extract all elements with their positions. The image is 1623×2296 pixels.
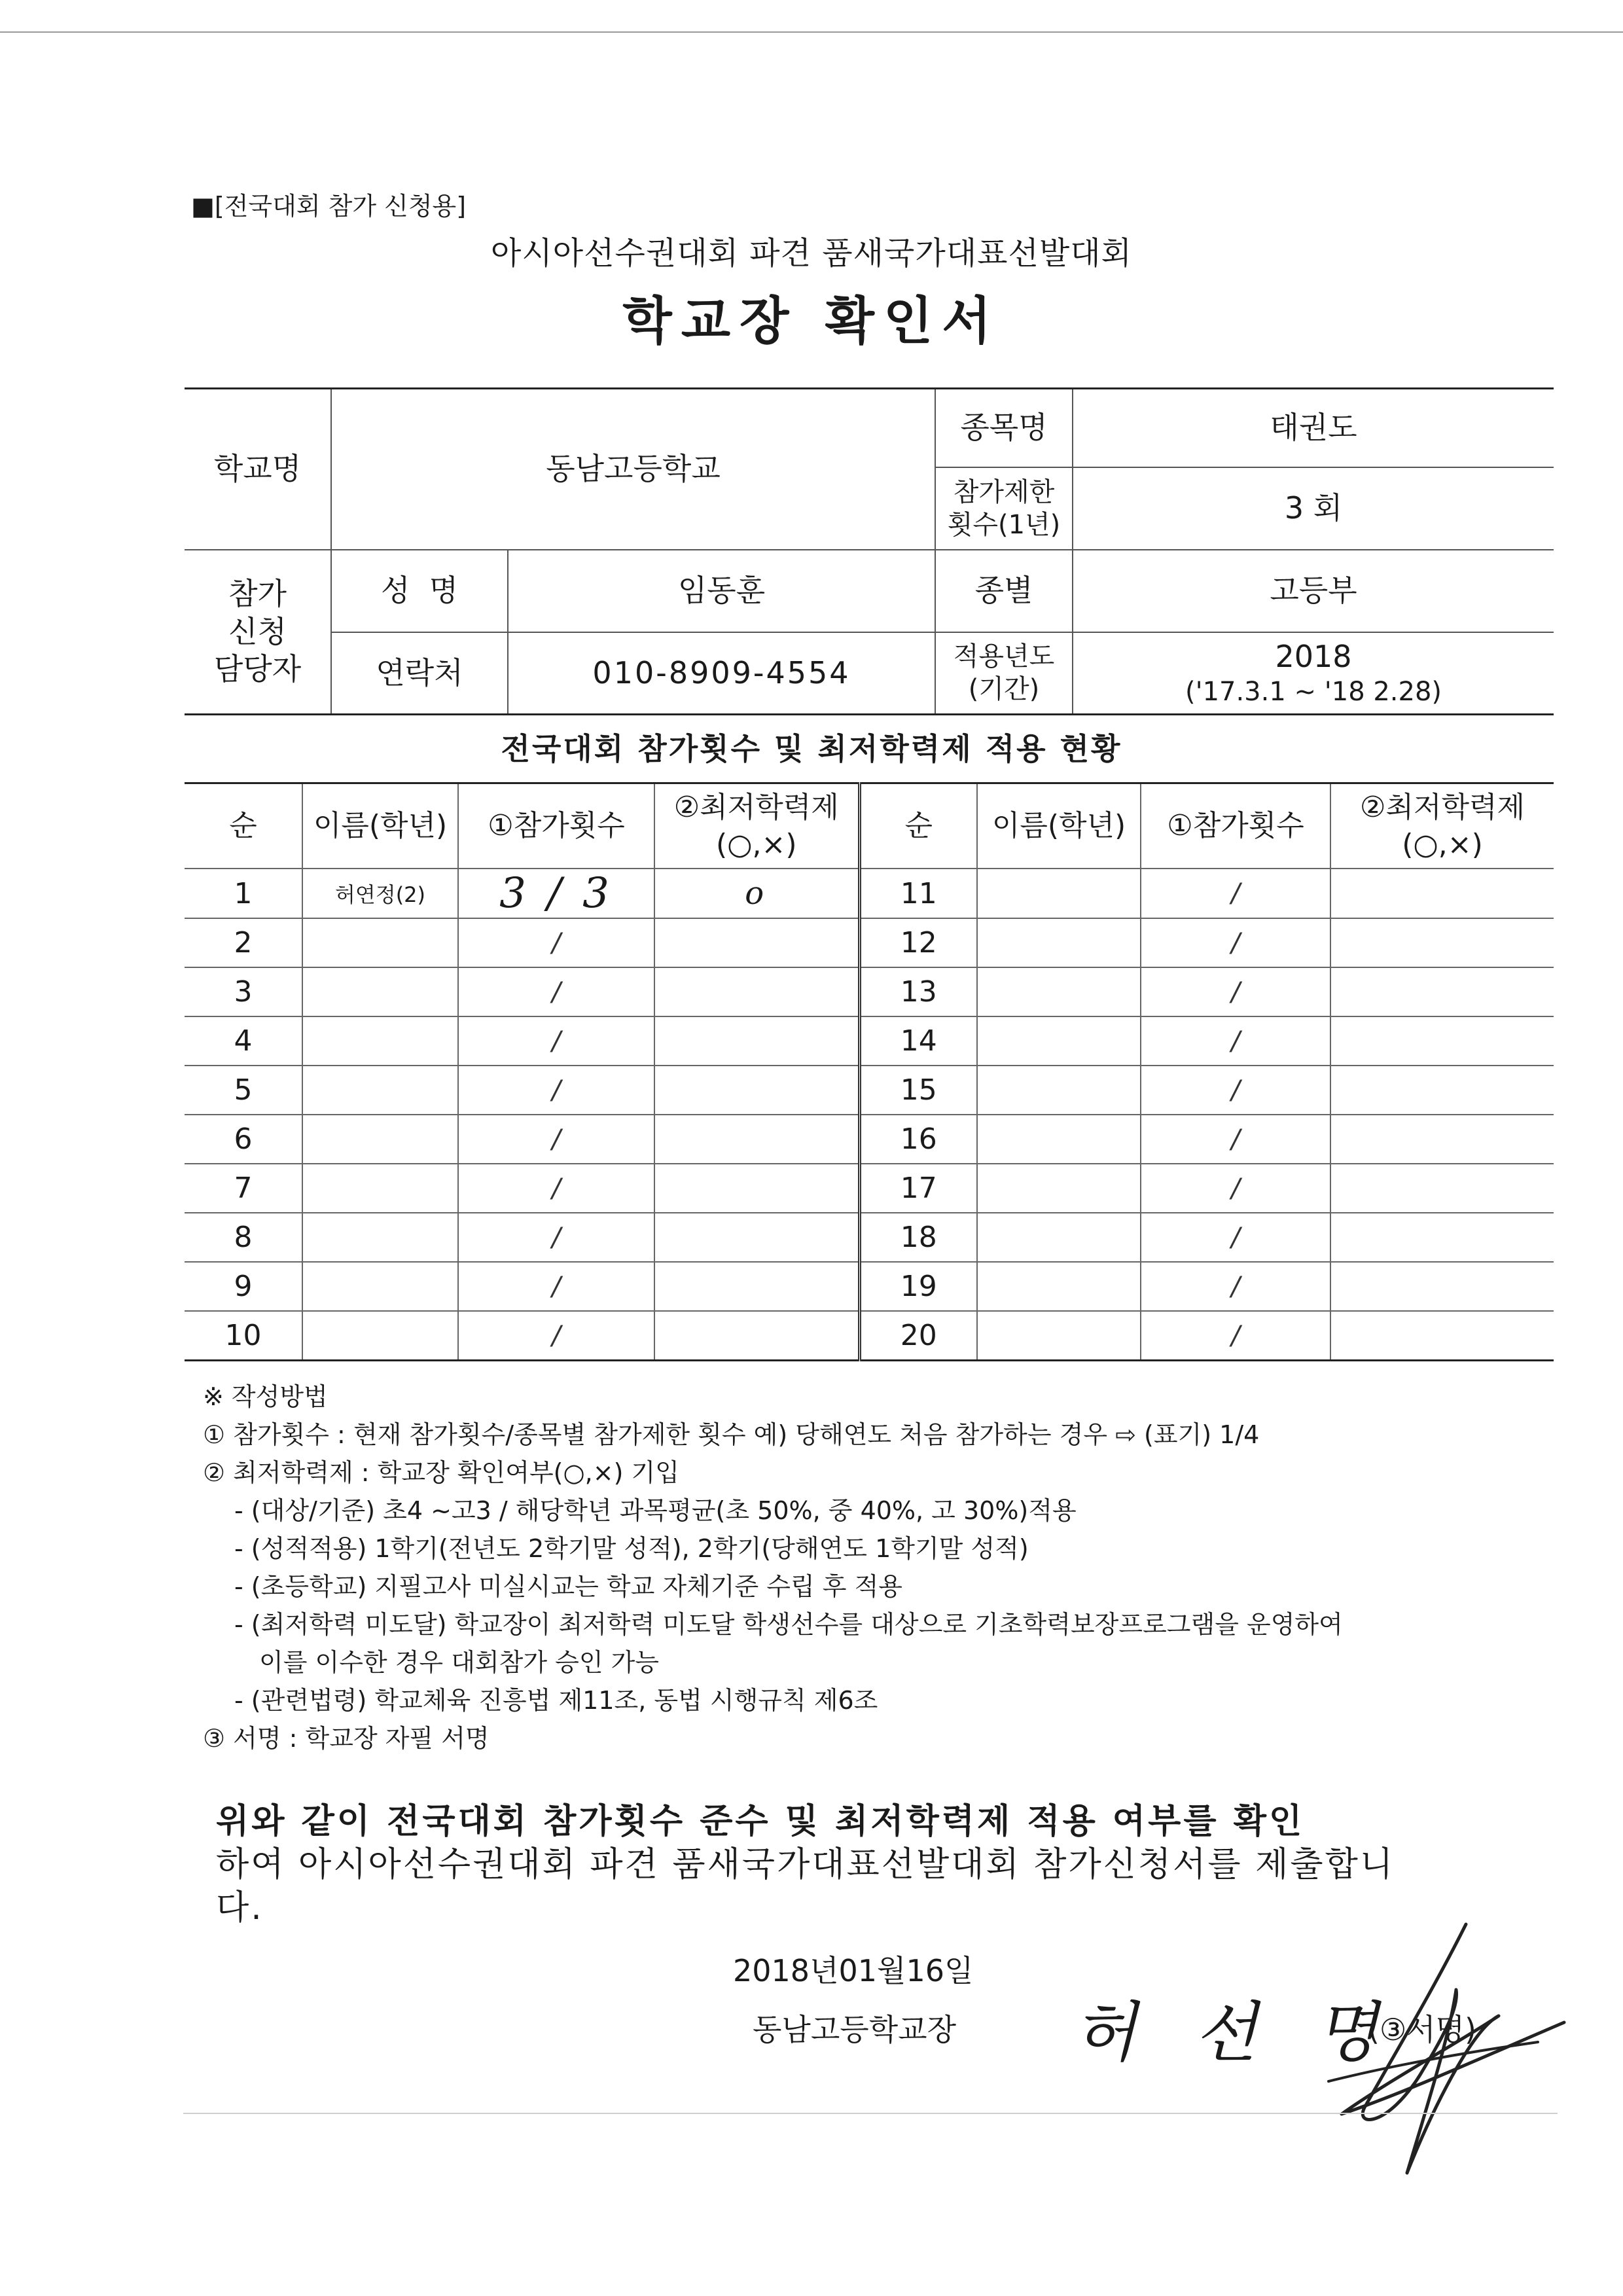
confirmation-line: 위와 같이 전국대회 참가횟수 준수 및 최저학력제 적용 여부를 확인 <box>216 1802 1305 1841</box>
row-no: 13 <box>859 967 977 1016</box>
row-min-academic <box>1330 967 1554 1016</box>
row-min-academic <box>1330 1066 1554 1115</box>
applicant-label-line2: 신청 <box>228 613 287 649</box>
row-count: / <box>458 967 654 1016</box>
applicable-year-value <box>1073 632 1554 715</box>
row-min-academic <box>654 1262 859 1311</box>
row-min-academic <box>1330 918 1554 967</box>
row-count: / <box>1141 1115 1330 1164</box>
row-count: / <box>1141 967 1330 1016</box>
row-name: 허연정(2) <box>302 869 458 918</box>
row-name <box>977 1213 1141 1262</box>
document-date: 2018년01월16일 <box>733 1953 974 1988</box>
school-name-value: 동남고등학교 <box>331 389 935 550</box>
table-row <box>185 967 1554 1016</box>
handwritten-signature-scrawl <box>1302 1911 1577 2186</box>
row-no: 19 <box>859 1262 977 1311</box>
row-name <box>302 1066 458 1115</box>
row-no: 12 <box>859 918 977 967</box>
row-name <box>302 1016 458 1066</box>
row-count: / <box>1141 918 1330 967</box>
principal-handwritten-name: 허 선 명 <box>1073 1994 1397 2071</box>
row-count: / <box>458 1311 654 1361</box>
row-count: / <box>1141 1066 1330 1115</box>
row-no: 17 <box>859 1164 977 1213</box>
header-name: 이름(학년) <box>302 783 458 869</box>
row-name <box>302 1262 458 1311</box>
contact-name-value: 임동훈 <box>508 550 935 632</box>
row-no: 5 <box>185 1066 302 1115</box>
row-min-academic <box>654 1066 859 1115</box>
confirmation-statement <box>216 1800 1538 1929</box>
applicant-label-line1: 참가 <box>228 576 287 611</box>
header-min-academic <box>1330 783 1554 869</box>
table-row <box>185 1066 1554 1115</box>
table-row <box>185 1115 1554 1164</box>
row-name <box>977 918 1141 967</box>
row-min-academic <box>654 918 859 967</box>
row-name <box>302 918 458 967</box>
row-min-academic <box>1330 1164 1554 1213</box>
header-count: ①참가횟수 <box>1141 783 1330 869</box>
instruction-line: - (성적적용) 1학기(전년도 2학기말 성적), 2학기(당해연도 1학기말 성적) <box>234 1534 1029 1563</box>
row-name <box>977 1164 1141 1213</box>
instruction-line: - (관련법령) 학교체육 진흥법 제11조, 동법 시행규칙 제6조 <box>234 1686 878 1715</box>
row-no: 10 <box>185 1311 302 1361</box>
row-min-academic <box>1330 869 1554 918</box>
instruction-line: - (대상/기준) 초4 ~고3 / 해당학년 과목평균(초 50%, 중 40%, 고 30%)적용 <box>234 1496 1077 1525</box>
row-name <box>977 1066 1141 1115</box>
table-row <box>185 1213 1554 1262</box>
row-no: 6 <box>185 1115 302 1164</box>
row-count: / <box>458 1213 654 1262</box>
row-name <box>302 1164 458 1213</box>
row-no: 14 <box>859 1016 977 1066</box>
row-count: / <box>1141 1262 1330 1311</box>
header-min-academic <box>654 783 859 869</box>
row-count: / <box>1141 1164 1330 1213</box>
row-count: / <box>458 1115 654 1164</box>
row-min-academic <box>1330 1115 1554 1164</box>
row-min-academic <box>654 1115 859 1164</box>
writing-instructions <box>203 1378 1577 1757</box>
scan-edge-line <box>0 31 1623 33</box>
row-count: / <box>1141 1213 1330 1262</box>
row-min-academic <box>654 1213 859 1262</box>
row-no: 9 <box>185 1262 302 1311</box>
row-no: 8 <box>185 1213 302 1262</box>
instruction-line: ③ 서명 : 학교장 자필 서명 <box>203 1724 490 1753</box>
participation-status-table <box>185 782 1554 1361</box>
row-no: 4 <box>185 1016 302 1066</box>
row-no: 16 <box>859 1115 977 1164</box>
row-count: / <box>1141 1016 1330 1066</box>
row-name <box>302 1115 458 1164</box>
row-name <box>977 869 1141 918</box>
instruction-line: - (최저학력 미도달) 학교장이 최저학력 미도달 학생선수를 대상으로 기초학력보장프로그램을 운영하여 <box>234 1610 1343 1639</box>
row-count: / <box>458 918 654 967</box>
row-min-academic <box>1330 1262 1554 1311</box>
row-min-academic <box>1330 1311 1554 1361</box>
header-min-academic-line1: ②최저학력제 <box>1360 790 1525 824</box>
form-type-tag: ■[전국대회 참가 신청용] <box>191 192 467 221</box>
instruction-line: 이를 이수한 경우 대회참가 승인 가능 <box>259 1648 660 1677</box>
table-row <box>185 1164 1554 1213</box>
applicant-label-line3: 담당자 <box>213 651 302 687</box>
document-title: 학교장 확인서 <box>622 292 1001 351</box>
confirmation-line: 다. <box>216 1888 264 1928</box>
row-name <box>977 967 1141 1016</box>
instruction-line: - (초등학교) 지필고사 미실시교는 학교 자체기준 수립 후 적용 <box>234 1572 902 1601</box>
applicable-year-label <box>935 632 1073 715</box>
status-section-title: 전국대회 참가횟수 및 최저학력제 적용 현황 <box>501 731 1122 766</box>
document-subtitle: 아시아선수권대회 파견 품새국가대표선발대회 <box>491 235 1132 272</box>
row-min-academic <box>1330 1016 1554 1066</box>
row-no: 1 <box>185 869 302 918</box>
row-count: / <box>1141 869 1330 918</box>
row-min-academic <box>654 1164 859 1213</box>
instruction-line: ① 참가횟수 : 현재 참가횟수/종목별 참가제한 횟수 예) 당해연도 처음 참가하는 경우 ⇨ (표기) 1/4 <box>203 1420 1260 1449</box>
row-no: 11 <box>859 869 977 918</box>
confirmation-line: 하여 아시아선수권대회 파견 품새국가대표선발대회 참가신청서를 제출합니 <box>216 1845 1395 1884</box>
instructions-heading: ※ 작성방법 <box>203 1382 328 1411</box>
event-value: 태권도 <box>1073 389 1554 467</box>
principal-title: 동남고등학교장 <box>753 2012 957 2047</box>
row-count: / <box>1141 1311 1330 1361</box>
applicable-year-label-line1: 적용년도 <box>953 641 1055 672</box>
row-no: 20 <box>859 1311 977 1361</box>
header-name: 이름(학년) <box>977 783 1141 869</box>
table-row <box>185 918 1554 967</box>
header-no: 순 <box>859 783 977 869</box>
table-row <box>185 869 1554 918</box>
row-count: / <box>458 1066 654 1115</box>
instruction-line: ② 최저학력제 : 학교장 확인여부(○,×) 기입 <box>203 1458 679 1487</box>
participation-limit-label-line2: 횟수(1년) <box>947 509 1061 540</box>
phone-value: 010-8909-4554 <box>508 632 935 715</box>
row-name <box>977 1016 1141 1066</box>
table-row <box>185 1262 1554 1311</box>
header-min-academic-line2: (○,×) <box>715 828 797 861</box>
row-no: 7 <box>185 1164 302 1213</box>
participation-limit-value: 3 회 <box>1073 467 1554 550</box>
signature-label: (③서명) <box>1368 2012 1477 2047</box>
row-min-academic <box>654 967 859 1016</box>
row-name <box>302 1213 458 1262</box>
school-name-label: 학교명 <box>185 389 331 550</box>
row-count: / <box>458 1262 654 1311</box>
row-name <box>977 1115 1141 1164</box>
row-count: 3 / 3 <box>458 869 654 918</box>
applicable-period: ('17.3.1 ~ '18 2.28) <box>1185 677 1442 707</box>
row-count: / <box>458 1164 654 1213</box>
applicable-year: 2018 <box>1275 638 1352 674</box>
applicable-year-label-line2: (기간) <box>968 674 1040 705</box>
participation-limit-label-line1: 참가제한 <box>953 476 1055 507</box>
division-label: 종별 <box>935 550 1073 632</box>
row-no: 3 <box>185 967 302 1016</box>
row-no: 18 <box>859 1213 977 1262</box>
scan-edge-line <box>183 2113 1558 2114</box>
header-min-academic-line2: (○,×) <box>1402 828 1483 861</box>
phone-label: 연락처 <box>331 632 508 715</box>
row-min-academic <box>654 1016 859 1066</box>
row-min-academic <box>1330 1213 1554 1262</box>
participation-limit-label <box>935 467 1073 550</box>
row-no: 15 <box>859 1066 977 1115</box>
row-name <box>977 1311 1141 1361</box>
table-row <box>185 1311 1554 1361</box>
division-value: 고등부 <box>1073 550 1554 632</box>
row-no: 2 <box>185 918 302 967</box>
header-count: ①참가횟수 <box>458 783 654 869</box>
applicant-info-table <box>185 387 1554 715</box>
event-label: 종목명 <box>935 389 1073 467</box>
header-no: 순 <box>185 783 302 869</box>
header-min-academic-line1: ②최저학력제 <box>673 790 839 824</box>
row-count: / <box>458 1016 654 1066</box>
table-row <box>185 1016 1554 1066</box>
row-name <box>302 967 458 1016</box>
row-name <box>977 1262 1141 1311</box>
applicant-label <box>185 550 331 715</box>
contact-name-label: 성 명 <box>331 550 508 632</box>
row-min-academic: o <box>654 869 859 918</box>
row-min-academic <box>654 1311 859 1361</box>
row-name <box>302 1311 458 1361</box>
